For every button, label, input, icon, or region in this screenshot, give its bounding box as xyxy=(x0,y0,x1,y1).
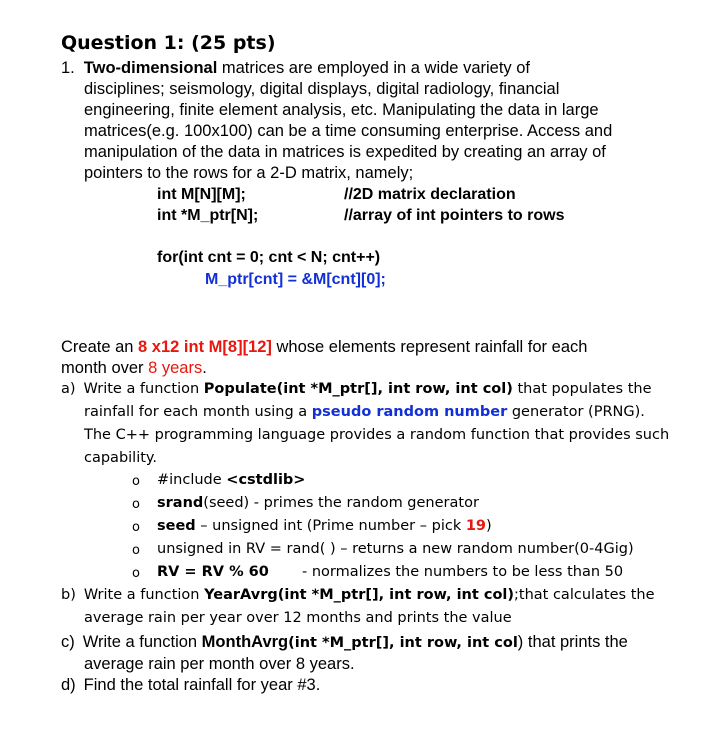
part-a-label: a) xyxy=(61,381,76,397)
part-a-line-2 xyxy=(84,404,645,420)
part-c-text: ) that prints the xyxy=(517,633,628,651)
item-number: 1. xyxy=(61,59,75,77)
bullet-rand: unsigned in RV = rand( ) – returns a new random number(0-4Gig) xyxy=(157,541,634,557)
part-d-label: d) xyxy=(61,676,76,694)
bullet-seed xyxy=(157,518,492,534)
seed-value: 19 xyxy=(465,518,487,534)
part-c-line-2: average rain per month over 8 years. xyxy=(84,655,355,673)
part-a-text: that populates the xyxy=(512,381,652,397)
intro-line-6: pointers to the rows for a 2-D matrix, namely; xyxy=(84,164,414,182)
intro-line-1 xyxy=(61,59,530,78)
intro-line-4: matrices(e.g. 100x100) can be a time consuming enterprise. Access and xyxy=(84,122,613,140)
srand-term: srand xyxy=(157,495,204,511)
create-text: Create an xyxy=(61,338,139,356)
part-a-text: rainfall for each month using a xyxy=(84,404,312,420)
header-name: <cstdlib> xyxy=(226,472,306,488)
part-a-text: generator (PRNG). xyxy=(507,404,645,420)
part-a-line-3: The C++ programming language provides a random function that provides such xyxy=(84,427,670,443)
bullet-normalize-desc: - normalizes the numbers to be less than 50 xyxy=(302,564,624,580)
intro-line-5: manipulation of the data in matrices is expedited by creating an array of xyxy=(84,143,606,161)
circle-bullet-icon: o xyxy=(132,543,140,558)
part-b-line-1 xyxy=(61,587,654,603)
intro-line-2: disciplines; seismology, digital displays, digital radiology, financial xyxy=(84,80,560,98)
circle-bullet-icon: o xyxy=(132,520,140,535)
create-line-1 xyxy=(61,338,587,357)
create-line-2 xyxy=(61,359,207,378)
monthavrg-name: MonthAvrg xyxy=(201,633,289,651)
part-b-text: Write a function xyxy=(83,587,205,603)
code-for-loop: for(int cnt = 0; cnt < N; cnt++) xyxy=(157,249,381,266)
part-c-line-1 xyxy=(61,633,628,652)
create-text: whose elements represent rainfall for each xyxy=(271,338,588,356)
bullet-text: (seed) - primes the random generator xyxy=(203,495,479,511)
part-d-text: Find the total rainfall for year #3. xyxy=(83,676,321,694)
period: . xyxy=(202,359,207,377)
part-d-line xyxy=(61,676,320,695)
bullet-text: #include xyxy=(157,472,227,488)
part-a-line-1 xyxy=(61,381,652,397)
create-text: month over xyxy=(61,359,149,377)
bullet-normalize-expr: RV = RV % 60 xyxy=(157,564,269,580)
part-a-text: Write a function xyxy=(83,381,204,397)
bullet-text: ) xyxy=(486,518,492,534)
part-b-label: b) xyxy=(61,587,76,603)
populate-signature: Populate(int *M_ptr[], int row, int col) xyxy=(203,381,513,397)
yearavrg-signature: YearAvrg(int *M_ptr[], int row, int col) xyxy=(204,587,515,603)
intro-line-3: engineering, finite element analysis, etc. Manipulating the data in large xyxy=(84,101,599,119)
circle-bullet-icon: o xyxy=(132,474,140,489)
seed-term: seed xyxy=(157,518,196,534)
circle-bullet-icon: o xyxy=(132,497,140,512)
bold-term: Two-dimensional xyxy=(83,59,218,77)
part-c-text: Write a function xyxy=(82,633,202,651)
prng-term: pseudo random number xyxy=(311,404,508,420)
bullet-srand xyxy=(157,495,479,511)
part-b-line-2: average rain per year over 12 months and prints the value xyxy=(84,610,512,626)
code-comment-matrix: //2D matrix declaration xyxy=(344,186,516,203)
page-title xyxy=(61,32,276,54)
intro-text: matrices are employed in a wide variety of xyxy=(217,59,531,77)
bullet-text: – unsigned int (Prime number – pick xyxy=(195,518,466,534)
part-c-label: c) xyxy=(61,633,75,651)
circle-bullet-icon: o xyxy=(132,566,140,581)
code-decl-pointers: int *M_ptr[N]; xyxy=(157,207,259,224)
matrix-dimensions: 8 x12 int M[8][12] xyxy=(138,338,272,356)
monthavrg-args: (int *M_ptr[], int row, int col xyxy=(288,635,518,651)
part-a-line-4: capability. xyxy=(84,450,158,466)
title-text: Question 1: (25 pts) xyxy=(61,32,276,54)
part-b-text: ;that calculates the xyxy=(514,587,655,603)
code-loop-body: M_ptr[cnt] = &M[cnt][0]; xyxy=(205,271,386,288)
bullet-include xyxy=(157,472,305,488)
code-comment-pointers: //array of int pointers to rows xyxy=(344,207,565,224)
years-count: 8 years xyxy=(148,359,203,377)
code-decl-matrix: int M[N][M]; xyxy=(157,186,246,203)
